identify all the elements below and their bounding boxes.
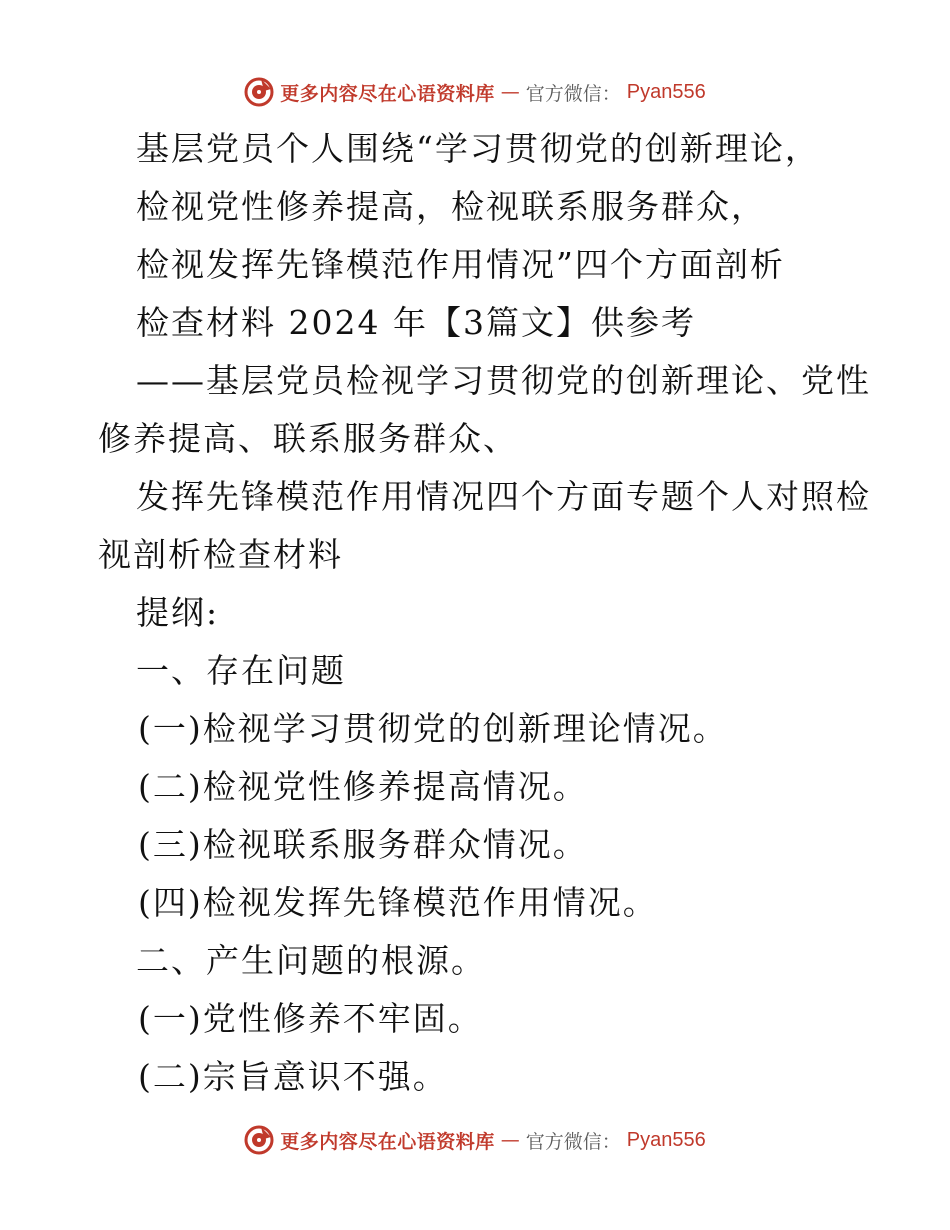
section1-item-2: (二)检视党性修养提高情况。 [138, 767, 588, 806]
section1-item-4: (四)检视发挥先锋模范作用情况。 [138, 883, 658, 922]
section2-title: 二、产生问题的根源。 [136, 941, 486, 980]
subtitle-line-3: 发挥先锋模范作用情况四个方面专题个人对照检 [136, 477, 871, 516]
subtitle-line-4: 视剖析检查材料 [98, 535, 343, 574]
header-banner [0, 72, 950, 112]
pen-logo-icon [244, 1125, 274, 1155]
section2-item-2: (二)宗旨意识不强。 [138, 1057, 448, 1096]
banner-content [244, 1125, 706, 1155]
title-line-4: 检查材料 2024 年【3篇文】供参考 [136, 303, 696, 342]
section1-item-1: (一)检视学习贯彻党的创新理论情况。 [138, 709, 728, 748]
footer-banner [0, 1120, 950, 1160]
subtitle-line-2: 修养提高、联系服务群众、 [98, 419, 518, 458]
pen-logo-icon [244, 77, 274, 107]
subtitle-line-1: ——基层党员检视学习贯彻党的创新理论、党性 [136, 361, 871, 400]
banner-official-label: 官方微信： [525, 82, 621, 105]
outline-label: 提纲: [136, 593, 220, 632]
section2-item-1: (一)党性修养不牢固。 [138, 999, 483, 1038]
section1-item-3: (三)检视联系服务群众情况。 [138, 825, 588, 864]
banner-site-text: 更多内容尽在心语资料库 [280, 1130, 495, 1153]
banner-wechat-id: Pyan556 [626, 1128, 706, 1151]
title-line-2: 检视党性修养提高，检视联系服务群众， [136, 187, 766, 226]
banner-wechat-id: Pyan556 [626, 80, 706, 103]
banner-dash: — [500, 81, 520, 103]
banner-content [244, 77, 706, 107]
section1-title: 一、存在问题 [136, 651, 346, 690]
title-line-3: 检视发挥先锋模范作用情况”四个方面剖析 [136, 245, 785, 284]
document-body [98, 120, 871, 1106]
banner-dash: — [500, 1129, 520, 1151]
banner-official-label: 官方微信： [525, 1130, 621, 1153]
title-line-1: 基层党员个人围绕“学习贯彻党的创新理论， [136, 129, 820, 168]
banner-site-text: 更多内容尽在心语资料库 [280, 82, 495, 105]
